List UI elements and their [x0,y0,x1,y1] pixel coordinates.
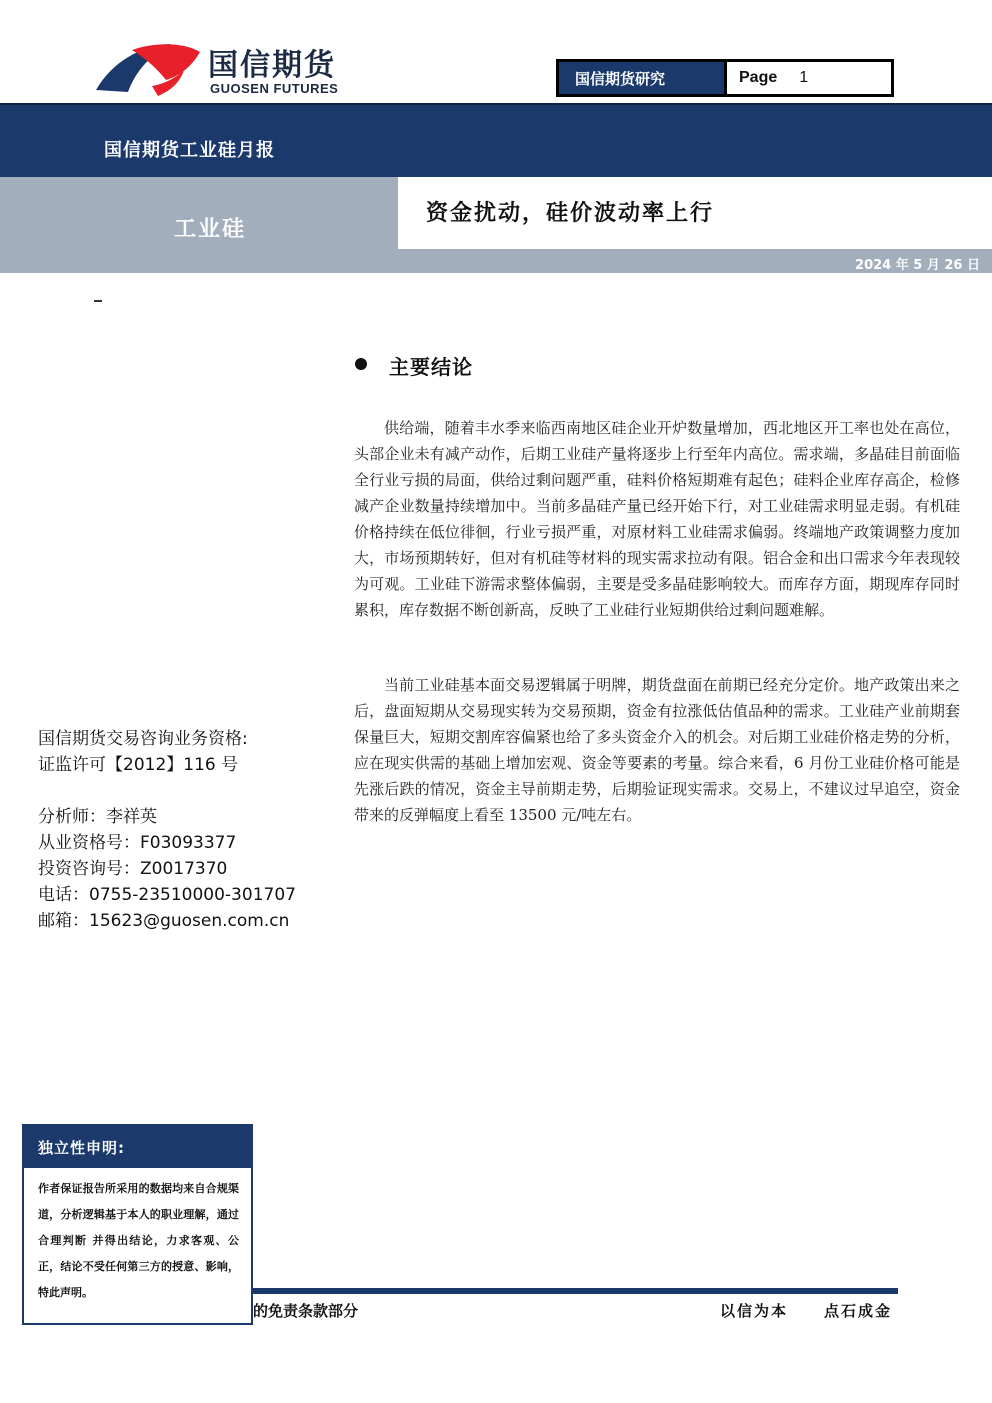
research-label: 国信期货研究 [559,62,727,94]
footer-rule [253,1288,898,1294]
analyst-phone: 电话：0755-23510000-301707 [38,885,296,905]
section-title: 主要结论 [389,355,473,379]
page-label: Page [739,69,778,86]
footer-disclaimer: 的免责条款部分 [253,1302,359,1320]
statement-body: 作者保证报告所采用的数据均来自合规渠道，分析逻辑基于本人的职业理解，通过合理判断 并得出结论，力求客观、公正，结论不受任何第三方的授意、影响，特此声明。 [38,1182,239,1299]
independence-statement [22,1124,253,1325]
divider-dash [94,300,102,302]
research-page-box [556,59,894,97]
conclusion-paragraph-1: 供给端，随着丰水季来临西南地区硅企业开炉数量增加，西北地区开工率也处在高位，头部企业未有减产动作，后期工业硅产量将逐步上行至年内高位。需求端，多晶硅目前面临全行业亏损的局面，供给过剩问题严重，硅料价格短期难有起色；硅料企业库存高企，检修减产企业数量持续增加中。当前多晶硅产量已经开始下行，对工业硅需求明显走弱。有机硅价格持续在低位徘徊，行业亏损严重，对原材料工业硅需求偏弱。终端地产政策调整力度加大，市场预期转好，但对有机硅等材料的现实需求拉动有限。铝合金和出口需求今年表现较为可观。工业硅下游需求整体偏弱，主要是受多晶硅影响较大。而库存方面，期现库存同时累积，库存数据不断创新高，反映了工业硅行业短期供给过剩问题难解。 [354,419,960,619]
footer-slogan-2: 点石成金 [824,1302,893,1320]
qualification-line-1: 国信期货交易咨询业务资格: [38,729,248,749]
conclusion-paragraph-2: 当前工业硅基本面交易逻辑属于明牌，期货盘面在前期已经充分定价。地产政策出来之后，盘面短期从交易现实转为交易预期，资金有拉涨低估值品种的需求。工业硅产业前期套保量巨大，短期交割库容偏紧也给了多头资金介入的机会。对后期工业硅价格走势的分析，应在现实供需的基础上增加宏观、资金等要素的考量。综合来看，6 月份工业硅价格可能是先涨后跌的情况，资金主导前期走势，后期验证现实需求。交易上，不建议过早追空，资金带来的反弹幅度上看至 13500 元/吨左右。 [354,676,960,824]
statement-heading: 独立性申明: [24,1126,251,1168]
analyst-info [38,804,296,934]
qualification-info [38,726,248,778]
report-date: 2024 年 5 月 26 日 [855,258,980,273]
page-indicator [727,62,891,94]
analyst-email: 邮箱：15623@guosen.com.cn [38,911,290,931]
report-title: 资金扰动，硅价波动率上行 [426,201,715,226]
footer-slogan-1: 以信为本 [720,1302,789,1320]
qualification-line-2: 证监许可【2012】116 号 [38,755,239,775]
report-name: 国信期货工业硅月报 [104,140,275,161]
analyst-license: 从业资格号：F03093377 [38,833,237,853]
analyst-name: 分析师：李祥英 [38,807,157,827]
page-number: 1 [799,69,809,86]
guosen-logo-icon [92,40,202,100]
report-category: 工业硅 [174,217,247,242]
logo-english-name: GUOSEN FUTURES [210,81,339,96]
logo-chinese-name: 国信期货 [208,48,336,83]
analyst-advisory-number: 投资咨询号：Z0017370 [38,859,228,879]
bullet-icon [355,358,367,370]
